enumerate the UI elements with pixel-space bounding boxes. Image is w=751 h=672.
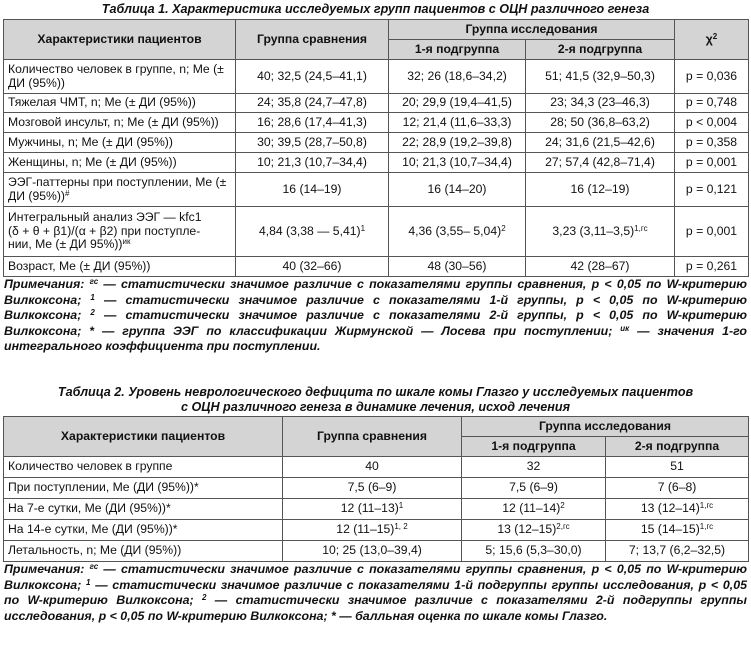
- row-label: На 7-е сутки, Me (ДИ (95%))*: [4, 498, 283, 519]
- document-page: [3, 2, 748, 624]
- table2-header-row: [4, 416, 749, 436]
- table-row: [4, 113, 749, 133]
- row-label: Женщины, n; Me (± ДИ (95%)): [4, 153, 236, 173]
- subgroup2-value: 27; 57,4 (42,8–71,4): [526, 153, 675, 173]
- table1-header-row: [4, 20, 749, 40]
- subgroup1-value: 13 $(12-15)^{2,гс}$: [462, 519, 606, 540]
- comparison-value: 40 (32–66): [236, 257, 389, 277]
- comparison-value: 40: [283, 456, 462, 477]
- row-label: Летальность, n; Me (ДИ (95%)): [4, 540, 283, 561]
- row-label: Возраст, Me (± ДИ (95%)): [4, 257, 236, 277]
- subgroup1-value: 5; 15,6 (5,3–30,0): [462, 540, 606, 561]
- comparison-value: 7,5 (6–9): [283, 477, 462, 498]
- p-value: p = 0,001: [675, 207, 749, 257]
- row-label: Количество человек в группе: [4, 456, 283, 477]
- row-label: Мужчины, n; Me (± ДИ (95%)): [4, 133, 236, 153]
- table1-header-comparison: Группа сравнения: [236, 20, 389, 60]
- table1-header-subgroup2: 2-я подгруппа: [526, 40, 675, 60]
- subgroup2-value: 28; 50 (36,8–63,2): [526, 113, 675, 133]
- subgroup2-value: 7 (6–8): [606, 477, 749, 498]
- table-row: [4, 207, 749, 257]
- table2-caption-line2: с ОЦН различного генеза в динамике лечения, исход лечения: [180, 399, 571, 414]
- comparison-value: 12 $(11-13)^1$: [283, 498, 462, 519]
- p-value: p = 0,358: [675, 133, 749, 153]
- row-label: ЭЭГ-паттерны при поступлении, Me (± ДИ (95%))#: [4, 173, 236, 207]
- table1-note: Примечания: $^{гс}$ — статистически значимое различие с показателями группы сравнения, p < 0,05 по W-критерию Вилкоксона; $^1$ — статистически значимое различие с показателями 1-й группы, p < 0,05 по W-критерию Вилкоксона; $^2$ — статистически значимое различие с показателями 2-й группы, p < 0,05 по W-критерию Вилкоксона; * — группа ЭЭГ по классификации Жирмунской — Лосева при поступлении; $^{ик}$ — значения 1-го интегрального коэффициента при поступлении.: [4, 277, 747, 354]
- subgroup2-value: 23; 34,3 (23–46,3): [526, 94, 675, 113]
- subgroup2-value: 3,23 $(3,11-3,5)^{1,гс}$: [526, 207, 675, 257]
- subgroup1-value: 12; 21,4 (11,6–33,3): [389, 113, 526, 133]
- subgroup1-value: 10; 21,3 (10,7–34,4): [389, 153, 526, 173]
- subgroup2-value: 7; 13,7 (6,2–32,5): [606, 540, 749, 561]
- comparison-value: 40; 32,5 (24,5–41,1): [236, 60, 389, 94]
- table2-header-subgroup1: 1-я подгруппа: [462, 436, 606, 456]
- table1-header-chi2: $\chi^2$: [675, 20, 749, 60]
- comparison-value: 4,84 (3,38 — 5,41)$^1$: [236, 207, 389, 257]
- table-row: [4, 456, 749, 477]
- table-row: [4, 94, 749, 113]
- table-row: [4, 540, 749, 561]
- table1-header-study-group: Группа исследования: [389, 20, 675, 40]
- table-row: [4, 519, 749, 540]
- p-value: p = 0,121: [675, 173, 749, 207]
- table-row: [4, 477, 749, 498]
- row-label: Мозговой инсульт, n; Me (± ДИ (95%)): [4, 113, 236, 133]
- comparison-value: 24; 35,8 (24,7–47,8): [236, 94, 389, 113]
- table2-header-characteristics: Характеристики пациентов: [4, 416, 283, 456]
- subgroup2-value: 51; 41,5 (32,9–50,3): [526, 60, 675, 94]
- table1-header-subgroup1: 1-я подгруппа: [389, 40, 526, 60]
- subgroup1-value: 7,5 (6–9): [462, 477, 606, 498]
- comparison-value: 30; 39,5 (28,7–50,8): [236, 133, 389, 153]
- p-value: p < 0,004: [675, 113, 749, 133]
- table2-header-comparison: Группа сравнения: [283, 416, 462, 456]
- row-label: При поступлении, Me (ДИ (95%))*: [4, 477, 283, 498]
- subgroup2-value: 13 $(12-14)^{1,гс}$: [606, 498, 749, 519]
- table2-note: Примечания: $^{гс}$ — статистически значимое различие с показателями группы сравнения, p < 0,05 по W-критерию Вилкоксона; $^1$ — статистически значимое различие с показателями 1-й подгруппы группы исследования, p < 0,05 по W-критерию Вилкоксона; $^2$ — статистически значимое различие с показателями 2-й подгруппы группы исследования, p < 0,05 по W-критерию Вилкоксона; * — балльная оценка по шкале комы Глазго.: [4, 561, 747, 623]
- p-value: p = 0,036: [675, 60, 749, 94]
- row-label: На 14-е сутки, Me (ДИ (95%))*: [4, 519, 283, 540]
- table-row: [4, 257, 749, 277]
- subgroup2-value: 15 $(14-15)^{1,гс}$: [606, 519, 749, 540]
- subgroup2-value: 51: [606, 456, 749, 477]
- row-label: Интегральный анализ ЭЭГ — kfc1 (δ + θ + β1)/(α + β2) при поступле- нии, Me (± ДИ 95%))$^{ик}$: [4, 207, 236, 257]
- table2-header-subgroup2: 2-я подгруппа: [606, 436, 749, 456]
- row-label: Тяжелая ЧМТ, n; Me (± ДИ (95%)): [4, 94, 236, 113]
- table-row: [4, 173, 749, 207]
- table1: [3, 19, 749, 277]
- comparison-value: 10; 25 (13,0–39,4): [283, 540, 462, 561]
- comparison-value: 12 $(11-15)^{1, 2}$: [283, 519, 462, 540]
- subgroup1-value: 22; 28,9 (19,2–39,8): [389, 133, 526, 153]
- table2-header-study-group: Группа исследования: [462, 416, 749, 436]
- table2-caption-line1: Таблица 2. Уровень неврологического дефицита по шкале комы Глазго у исследуемых пациентов: [57, 384, 694, 399]
- comparison-value: 16 (14–19): [236, 173, 389, 207]
- subgroup1-value: 32; 26 (18,6–34,2): [389, 60, 526, 94]
- comparison-value: 10; 21,3 (10,7–34,4): [236, 153, 389, 173]
- p-value: p = 0,748: [675, 94, 749, 113]
- table2: [3, 416, 749, 562]
- subgroup2-value: 16 (12–19): [526, 173, 675, 207]
- subgroup1-value: 4,36 (3,55– 5,04)$^2$: [389, 207, 526, 257]
- table-row: [4, 498, 749, 519]
- subgroup1-value: 20; 29,9 (19,4–41,5): [389, 94, 526, 113]
- subgroup1-value: 12 $(11-14)^2$: [462, 498, 606, 519]
- p-value: p = 0,261: [675, 257, 749, 277]
- subgroup1-value: 32: [462, 456, 606, 477]
- subgroup1-value: 16 (14–20): [389, 173, 526, 207]
- subgroup2-value: 24; 31,6 (21,5–42,6): [526, 133, 675, 153]
- table1-caption: Таблица 1. Характеристика исследуемых групп пациентов с ОЦН различного генеза: [101, 2, 650, 16]
- subgroup2-value: 42 (28–67): [526, 257, 675, 277]
- row-label: Количество человек в группе, n; Me (± ДИ (95%)): [4, 60, 236, 94]
- p-value: p = 0,001: [675, 153, 749, 173]
- table-row: [4, 153, 749, 173]
- table-row: [4, 60, 749, 94]
- table1-header-characteristics: Характеристики пациентов: [4, 20, 236, 60]
- table-row: [4, 133, 749, 153]
- subgroup1-value: 48 (30–56): [389, 257, 526, 277]
- comparison-value: 16; 28,6 (17,4–41,3): [236, 113, 389, 133]
